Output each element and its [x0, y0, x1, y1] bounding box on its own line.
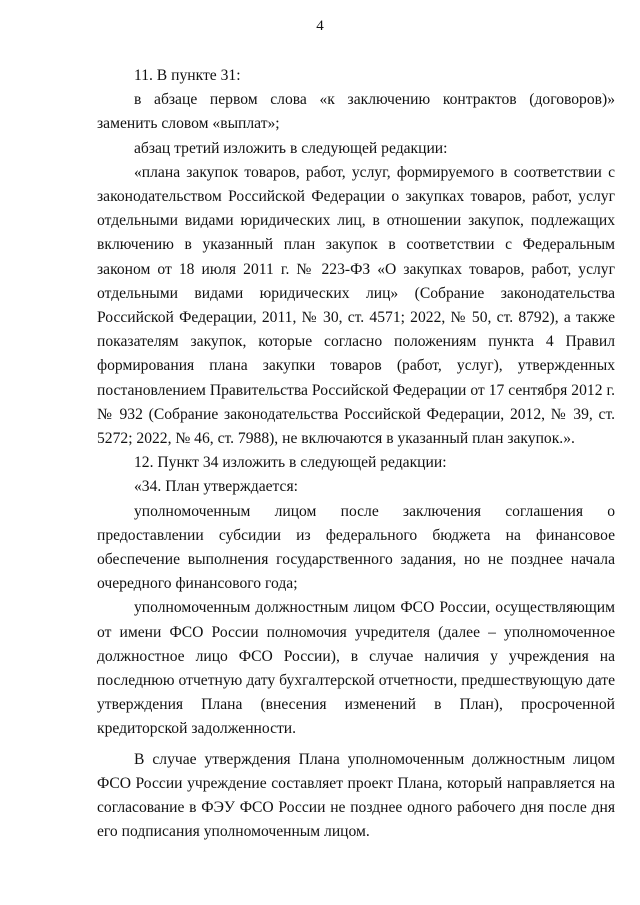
- page-number: 4: [316, 18, 324, 34]
- paragraph-item-12-heading: 12. Пункт 34 изложить в следующей редакции:: [134, 454, 447, 472]
- paragraph-abzats-third: абзац третий изложить в следующей редакции:: [134, 139, 448, 157]
- paragraph-approval-procedure: В случае утверждения Плана уполномоченным должностным лицом ФСО России учреждение составляет проект Плана, который направляется на согласование в ФЭУ ФСО России не позднее одного рабочего дня после дня его подписания уполномоченным лицом.: [97, 750, 615, 841]
- paragraph-plan-approved: «34. План утверждается:: [134, 478, 298, 496]
- paragraph-abzats-first: в абзаце первом слова «к заключению контрактов (договоров)» заменить словом «выплат»;: [97, 91, 615, 133]
- paragraph-new-wording-plan: «плана закупок товаров, работ, услуг, формируемого в соответствии с законодательством Российской Федерации о закупках товаров, работ, услуг отдельными видами юридических лиц, в отношении закупок, подлежащих включению в указанный план закупок в соответствии с Федеральным законом от 18 июля 2011 г. № 223-ФЗ «О закупках товаров, работ, услуг отдельными видами юридических лиц» (Собрание законодательства Российской Федерации, 2011, № 30, ст. 4571; 2022, № 50, ст. 8792), а также показателям закупок, которые согласно положениям пункта 4 Правил формирования плана закупки товаров (работ, услуг), утвержденных постановлением Правительства Российской Федерации от 17 сентября 2012 г. № 932 (Собрание законодательства Российской Федерации, 2012, № 39, ст. 5272; 2022, № 46, ст. 7988), не включаются в указанный план закупок.».: [97, 163, 615, 448]
- document-body: [97, 64, 615, 845]
- paragraph-item-11-heading: 11. В пункте 31:: [134, 67, 241, 84]
- paragraph-authorized-person: уполномоченным лицом после заключения соглашения о предоставлении субсидии из федерального бюджета на финансовое обеспечение выполнения государственного задания, но не позднее начала очередного финансового года;: [97, 502, 615, 593]
- paragraph-authorized-official: уполномоченным должностным лицом ФСО России, осуществляющим от имени ФСО России полномочия учредителя (далее – уполномоченное должностное лицо ФСО России), в случае наличия у учреждения на последнюю отчетную дату бухгалтерской отчетности, предшествующую дате утверждения Плана (внесения изменений в План), просроченной кредиторской задолженности.: [97, 599, 615, 738]
